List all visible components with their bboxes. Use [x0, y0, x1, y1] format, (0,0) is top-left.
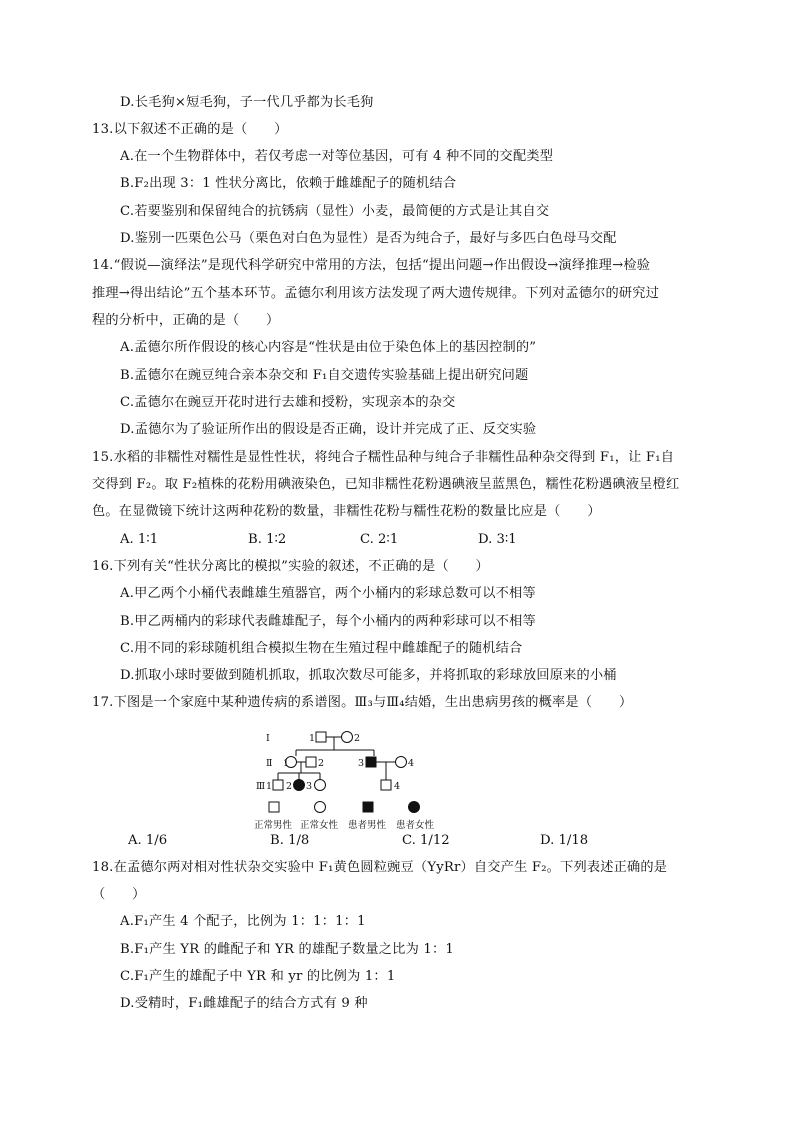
q14-option-a: A.孟德尔所作假设的核心内容是“性状是由位于染色体上的基因控制的”: [120, 340, 537, 355]
q18-option-c: C.F₁产生的雄配子中 YR 和 yr 的比例为 1：1: [120, 969, 396, 984]
q18-option-d: D.受精时，F₁雌雄配子的结合方式有 9 种: [120, 996, 368, 1011]
pedigree-num-II1: 1: [283, 758, 290, 769]
q16-option-a: A.甲乙两个小桶代表雌雄生殖器官，两个小桶内的彩球总数可以不相等: [120, 586, 536, 601]
pedigree-num-III3: 3: [306, 781, 313, 792]
pedigree-gen-III-label: Ⅲ: [256, 781, 266, 792]
q16-option-b: B.甲乙两桶内的彩球代表雌雄配子，每个小桶内的两种彩球可以不相等: [120, 614, 536, 629]
q14-option-d: D.孟德尔为了验证所作出的假设是否正确，设计并完成了正、反交实验: [120, 422, 537, 437]
pedigree-III1-normal-male: [273, 780, 283, 790]
q15-option-c: C. 2∶1: [360, 532, 399, 547]
q14-stem-line2: 推理→得出结论”五个基本环节。孟德尔利用该方法发现了两大遗传规律。下列对孟德尔的研究过: [92, 286, 660, 301]
q16-option-c: C.用不同的彩球随机组合模拟生物在生殖过程中雌雄配子的随机结合: [120, 641, 523, 656]
pedigree-gen-II-label: Ⅱ: [266, 758, 273, 769]
pedigree-num-II2: 2: [318, 758, 325, 769]
q15-option-d: D. 3∶1: [478, 532, 517, 547]
legend-affected-female-label: 患者女性: [396, 820, 435, 831]
q17-option-c: C. 1/12: [402, 833, 450, 848]
pedigree-num-I1: 1: [309, 733, 316, 744]
q13-option-a: A.在一个生物群体中，若仅考虑一对等位基因，可有 4 种不同的交配类型: [120, 149, 554, 164]
q17-option-d: D. 1/18: [540, 833, 589, 848]
q15-stem-line1: 15.水稻的非糯性对糯性是显性性状，将纯合子糯性品种与纯合子非糯性品种杂交得到 F₁，让 F₁自: [92, 450, 675, 465]
pedigree-I1-normal-male: [316, 732, 326, 742]
legend-normal-male-label: 正常男性: [254, 820, 293, 831]
pedigree-num-I2: 2: [354, 733, 361, 744]
pedigree-III2-affected-female: [294, 780, 305, 791]
legend-normal-female-symbol: [315, 802, 326, 813]
legend-normal-female-label: 正常女性: [300, 820, 339, 831]
q15-stem-line2: 交得到 F₂。取 F₂植株的花粉用碘液染色，已知非糯性花粉遇碘液呈蓝黑色，糯性花粉遇碘液呈橙红: [92, 477, 680, 492]
legend-affected-male-symbol: [363, 802, 373, 812]
q17-option-a: A. 1/6: [128, 833, 168, 848]
q16-stem: 16.下列有关“性状分离比的模拟”实验的叙述，不正确的是（ ）: [92, 559, 489, 574]
pedigree-III4-normal-male: [381, 780, 391, 790]
pedigree-num-II4: 4: [408, 758, 415, 769]
q15-stem-line3: 色。在显微镜下统计这两种花粉的数量，非糯性花粉与糯性花粉的数量比应是（ ）: [92, 504, 601, 519]
q13-option-d: D.鉴别一匹栗色公马（栗色对白色为显性）是否为纯合子，最好与多匹白色母马交配: [120, 231, 617, 246]
q14-option-b: B.孟德尔在豌豆纯合亲本杂交和 F₁自交遗传实验基础上提出研究问题: [120, 368, 529, 383]
legend-affected-female-symbol: [409, 802, 420, 813]
q13-stem: 13.以下叙述不正确的是（ ）: [92, 122, 288, 137]
pedigree-num-II3: 3: [358, 758, 365, 769]
q15-option-b: B. 1∶2: [248, 532, 287, 547]
q14-option-c: C.孟德尔在豌豆开花时进行去雄和授粉，实现亲本的杂交: [120, 395, 456, 410]
q17-stem: 17.下图是一个家庭中某种遗传病的系谱图。Ⅲ₃与Ⅲ₄结婚，生出患病男孩的概率是（ ）: [92, 695, 633, 710]
q13-option-c: C.若要鉴别和保留纯合的抗锈病（显性）小麦，最简便的方式是让其自交: [120, 204, 550, 219]
q18-stem-line1: 18.在孟德尔两对相对性状杂交实验中 F₁黄色圆粒豌豆（YyRr）自交产生 F₂。下列表述正确的是: [92, 860, 668, 875]
pedigree-num-III1: 1: [266, 781, 273, 792]
q14-stem-line1: 14.“假说—演绎法”是现代科学研究中常用的方法，包括“提出问题→作出假设→演绎推理→检验: [92, 258, 651, 273]
pedigree-num-III4: 4: [394, 781, 401, 792]
q17-option-b: B. 1/8: [270, 833, 310, 848]
legend-affected-male-label: 患者男性: [348, 820, 387, 831]
pedigree-III3-normal-female: [315, 780, 326, 791]
pedigree-II4-normal-female: [396, 757, 407, 768]
pedigree-II2-normal-male: [306, 757, 316, 767]
legend-normal-male-symbol: [269, 802, 279, 812]
q14-stem-line3: 程的分析中，正确的是（ ）: [92, 313, 280, 328]
q18-option-b: B.F₁产生 YR 的雌配子和 YR 的雄配子数量之比为 1：1: [120, 942, 454, 957]
q12-option-d: D.长毛狗×短毛狗，子一代几乎都为长毛狗: [120, 95, 374, 110]
pedigree-II3-affected-male: [366, 757, 376, 767]
q18-stem-line2: （ ）: [92, 887, 146, 902]
pedigree-chart: [250, 726, 470, 834]
q16-option-d: D.抓取小球时要做到随机抓取，抓取次数尽可能多，并将抓取的彩球放回原来的小桶: [120, 668, 617, 683]
q18-option-a: A.F₁产生 4 个配子，比例为 1：1：1：1: [120, 914, 366, 929]
pedigree-num-III2: 2: [286, 781, 293, 792]
q13-option-b: B.F₂出现 3：1 性状分离比，依赖于雌雄配子的随机结合: [120, 176, 457, 191]
q15-option-a: A. 1∶1: [120, 532, 159, 547]
pedigree-I2-normal-female: [342, 732, 353, 743]
pedigree-gen-I-label: Ⅰ: [266, 733, 270, 744]
